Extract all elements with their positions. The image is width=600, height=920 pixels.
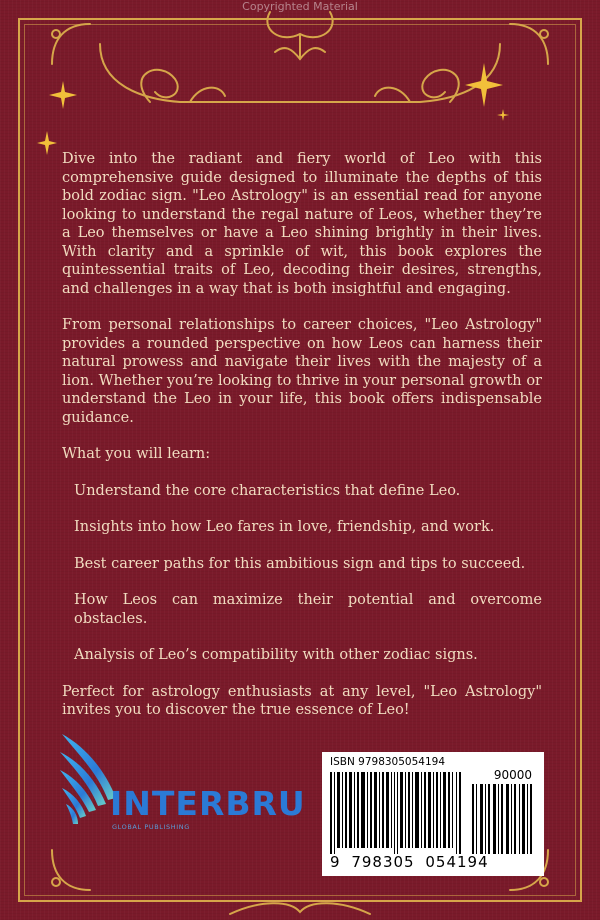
learn-list-item: Insights into how Leo fares in love, friendship, and work. <box>74 519 495 535</box>
learn-list-item: Analysis of Leo’s compatibility with other zodiac signs. <box>74 647 478 663</box>
sparkle-star-icon <box>496 108 510 122</box>
description-paragraph: From personal relationships to career choices, "Leo Astrology" provides a rounded perspective on how Leos can harness their natural prowess and navigate their lives with the majesty of a lion. Whether you’re looking to thrive in your personal growth or understand the Leo in your life, this book offers indispensable guidance. <box>62 317 542 426</box>
learn-heading: What you will learn: <box>62 446 211 462</box>
back-cover-description <box>62 150 542 738</box>
sparkle-star-icon <box>48 80 78 110</box>
learn-list <box>62 482 542 665</box>
copyright-watermark: Copyrighted Material <box>242 0 358 13</box>
isbn-digits <box>330 853 494 871</box>
price-code: 90000 <box>493 768 532 782</box>
isbn-digit-group: 054194 <box>425 853 489 871</box>
isbn-digit-group: 9 <box>330 853 341 871</box>
isbn-digit-group: 798305 <box>351 853 415 871</box>
barcode-bars-icon <box>330 772 462 854</box>
description-paragraph: Dive into the radiant and fiery world of Leo with this comprehensive guide designed to illuminate the depths of this bold zodiac sign. "Leo Astrology" is an essential read for anyone looking to understand the regal nature of Leos, whether they’re a Leo themselves or have a Leo shining brightly in their lives. With clarity and a sprinkle of wit, this book explores the quintessential traits of Leo, decoding their desires, strengths, and challenges in a way that is both insightful and engaging. <box>62 151 542 297</box>
learn-list-item: Best career paths for this ambitious sign and tips to succeed. <box>74 555 526 572</box>
publisher-logo <box>54 728 306 838</box>
sparkle-star-icon <box>464 62 504 108</box>
closing-paragraph: Perfect for astrology enthusiasts at any level, "Leo Astrology" invites you to discover the true essence of Leo! <box>62 683 542 718</box>
publisher-name: INTERBRU <box>110 784 306 823</box>
learn-list-item: Understand the core characteristics that define Leo. <box>74 482 461 499</box>
learn-list-item: How Leos can maximize their potential and overcome obstacles. <box>74 592 542 627</box>
sparkle-star-icon <box>36 130 58 156</box>
publisher-tagline: GLOBAL PUBLISHING <box>112 823 190 831</box>
price-barcode-bars-icon <box>472 784 534 854</box>
isbn-label: ISBN 9798305054194 <box>330 756 446 768</box>
isbn-barcode-box <box>322 752 544 876</box>
